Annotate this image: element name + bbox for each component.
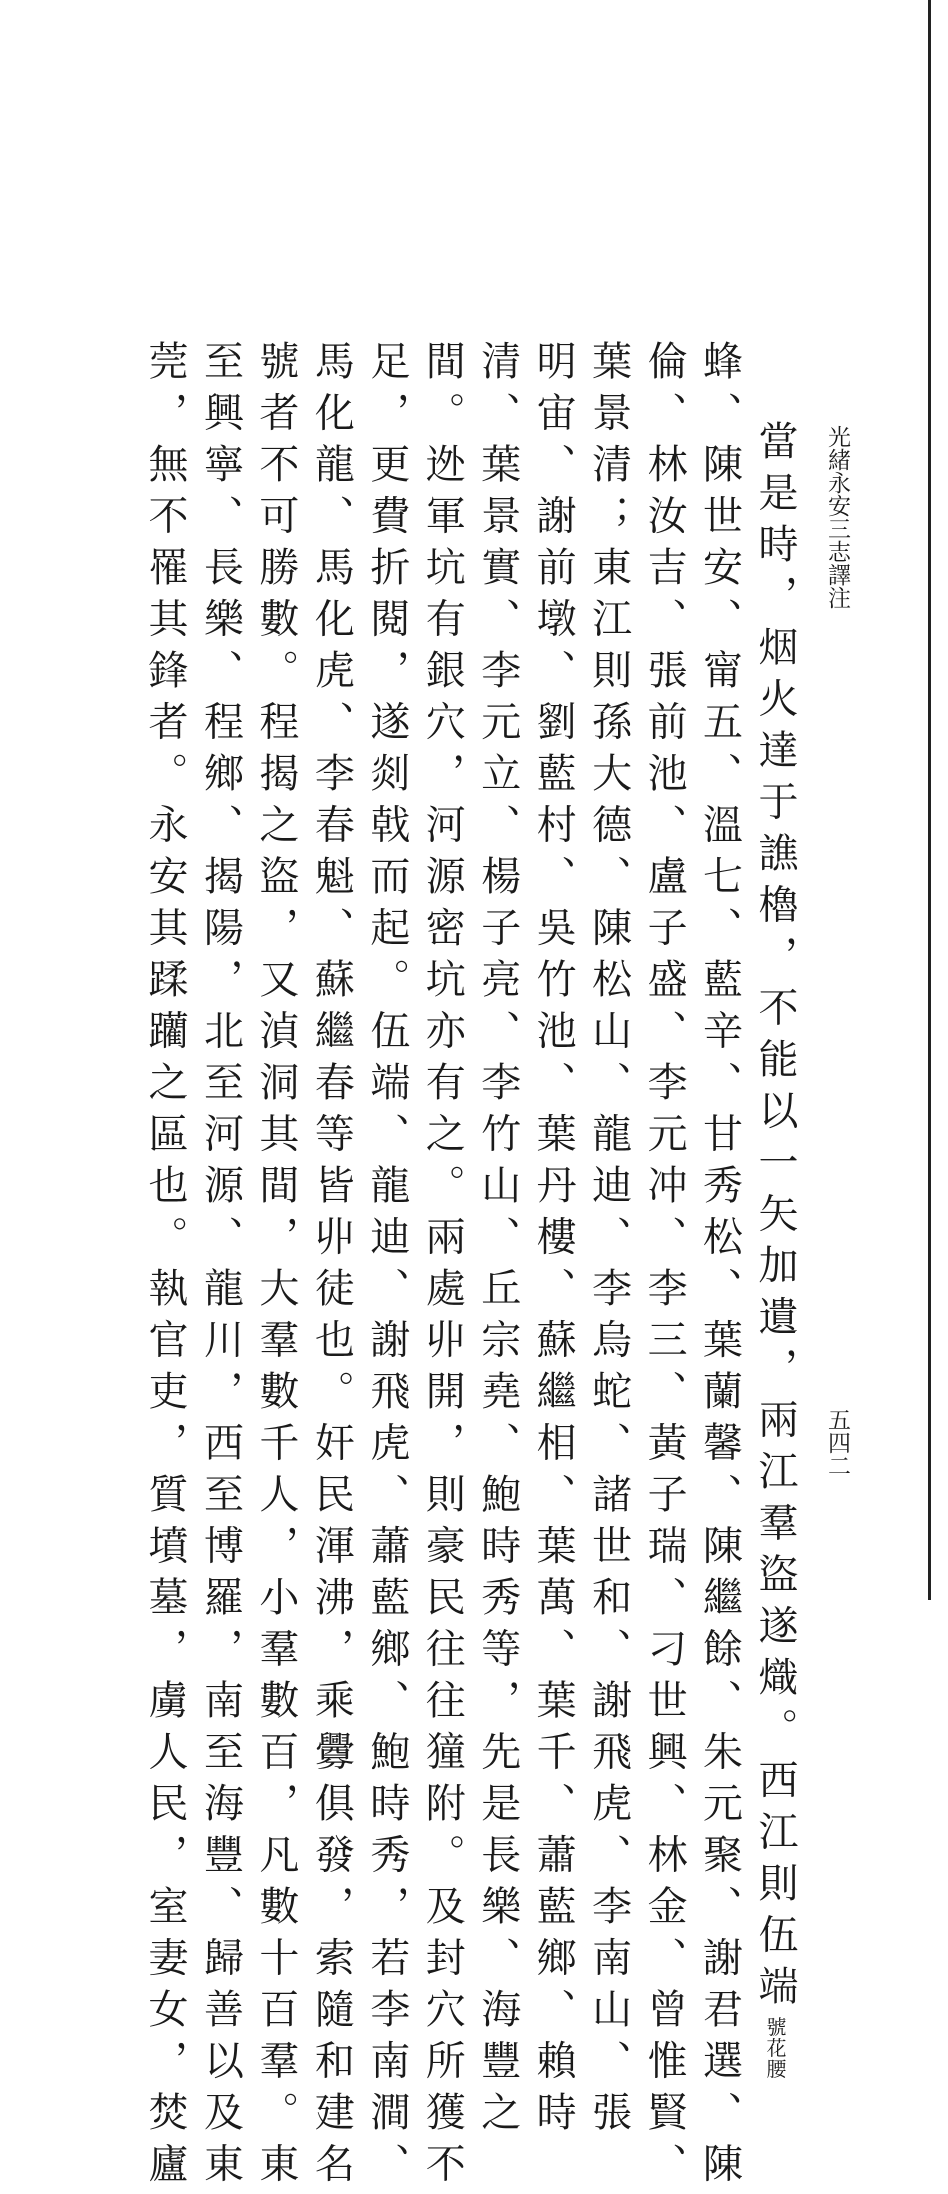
- column-text: 葉景清；東江則孫大德、陳松山、龍迪、李烏蛇、諸世和、謝飛虎、李南山、張: [585, 340, 632, 2143]
- page-number: 五四二: [824, 1408, 850, 1477]
- text-column-10: [252, 340, 299, 2194]
- inline-note: 號花腰: [762, 2016, 787, 2080]
- column-text: 當是時，烟火達于譙櫓，不能以一矢加遺，兩江羣盜遂熾。西江則伍端: [751, 420, 798, 2017]
- column-text: 足，更費折閱，遂剡戟而起。伍端、龍迪、謝飛虎、蕭藍鄉、鮑時秀，若李南澗、: [363, 340, 410, 2194]
- running-title: 光緒永安三志譯注: [824, 425, 850, 609]
- column-text: 馬化龍、馬化虎、李春魁、蘇繼春等皆丱徒也。奸民渾沸，乘釁俱發，索隨和建名: [308, 340, 355, 2194]
- column-text: 間。迯軍坑有銀穴，河源密坑亦有之。兩處丱開，則豪民往往獞附。及封穴所獲不: [419, 340, 466, 2194]
- text-column-8: [363, 340, 410, 2194]
- text-column-6: [474, 340, 521, 2143]
- text-column-4: [585, 340, 632, 2143]
- text-column-1: [751, 340, 798, 2080]
- column-text: 號者不可勝數。程揭之盜，又湞洞其間，大羣數千人，小羣數百，凡數十百羣。東: [252, 340, 299, 2194]
- column-text: 蜂、陳世安、甯五、溫七、藍辛、甘秀松、葉蘭馨、陳繼餘、朱元聚、謝君選、陳: [696, 340, 743, 2194]
- vertical-text-block: [142, 340, 798, 2194]
- text-column-7: [419, 340, 466, 2194]
- text-column-12: [142, 340, 188, 2194]
- column-text: 清、葉景實、李元立、楊子亮、李竹山、丘宗堯、鮑時秀等，先是長樂、海豐之: [474, 340, 521, 2143]
- column-text: 莞，無不罹其鋒者。永安其蹂躪之區也。執官吏，質墳墓，虜人民，室妻女，焚廬: [142, 340, 188, 2194]
- column-text: 倫、林汝吉、張前池、盧子盛、李元冲、李三、黃子瑞、刁世興、林金、曾惟賢、: [641, 340, 688, 2194]
- text-column-3: [641, 340, 688, 2194]
- text-column-5: [530, 340, 577, 2143]
- text-column-9: [308, 340, 355, 2194]
- column-text: 至興寧、長樂、程鄉、揭陽，北至河源、龍川，西至博羅，南至海豐、歸善以及東: [197, 340, 244, 2194]
- page-edge-line: [928, 0, 931, 1600]
- column-text: 明宙、謝前墩、劉藍村、吳竹池、葉丹樓、蘇繼相、葉萬、葉千、蕭藍鄉、賴時: [530, 340, 577, 2143]
- text-column-11: [197, 340, 244, 2194]
- text-column-2: [696, 340, 743, 2194]
